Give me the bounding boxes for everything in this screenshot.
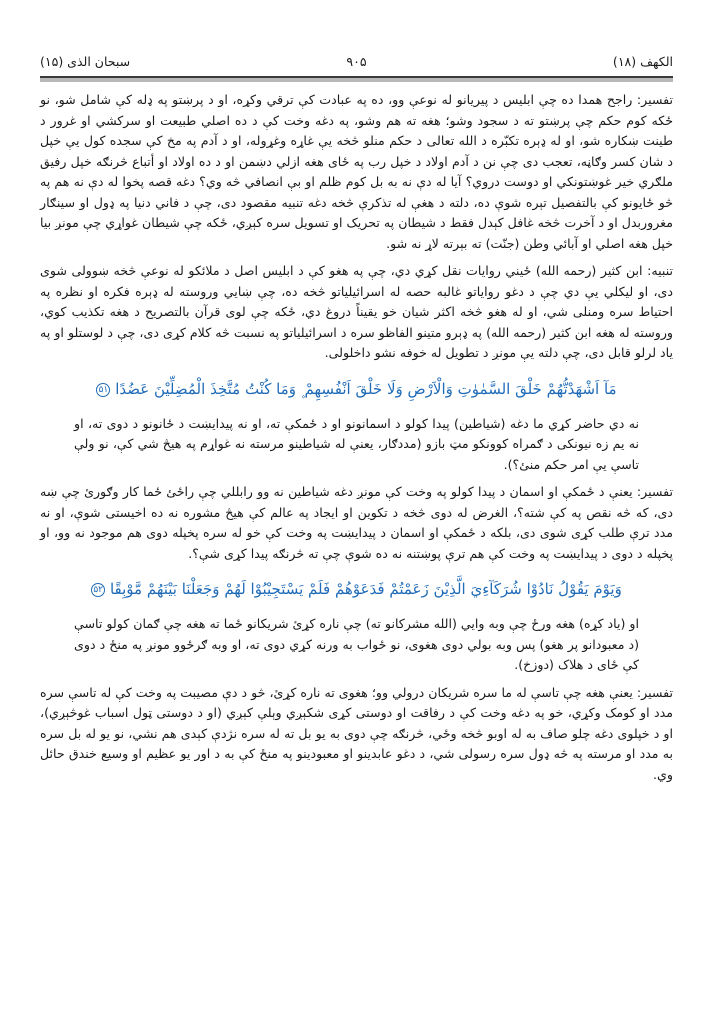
- ayah-number-marker: ۵۱: [96, 383, 110, 397]
- tanbih-label: تنبیه:: [647, 263, 673, 278]
- ayah-text: مَآ اَشْهَدْتُّهُمْ خَلْقَ السَّمٰوٰتِ وَالْاَرْضِ وَلَا خَلْقَ اَنْفُسِهِمْ ۪ وَمَا كُنْتُ مُتَّخِذَ الْمُضِلِّيْنَ عَضُدًا: [115, 379, 617, 398]
- ayah-number-marker: ۵۲: [91, 583, 105, 597]
- tafsir-label: تفسیر:: [636, 684, 673, 700]
- header-divider: [40, 76, 673, 82]
- header-juz: سبحان الذی (۱۵): [40, 54, 131, 69]
- header-surah: الکهف (۱۸): [612, 54, 673, 69]
- ayah-51: [40, 376, 673, 402]
- tafsir-label: تفسیر:: [636, 92, 673, 107]
- tanbih-paragraph: [40, 261, 673, 364]
- page-header: [40, 52, 673, 74]
- tafsir-text: راجح همدا ده چې ابلیس د پیریانو له نوعې وو، ده په عبادت کې ترقي وکړه، او د پرښتو په ډله کې شامل شو، نو ځکه کوم حکم چې پرښتو ته د سجود وشو؛ هغه ته هم وشو، په دغه وخت کې د ده اصلي طبیعت او سرکشي او غرور د طینت ښکاره شو، او له ډېره تکبّره د الله تعالی د حکم منلو څخه یې غاړه وغړوله، او د آدم په مخ کې سجده کول یې خپل د شان کسر وګاڼه، تعجب دی چې نن د آدم اولاد د خپل رب په ځای هغه ازلي دښمن او د ده اولاد او أتباع څرنګه خپل رفیق ملګري خیر غوښتونکي او دوست دروي؟ آیا له دې نه به بل کوم ظلم او بې انصافي څه وي؟ دغه قصه پخوا له دې نه هم په څو ځایونو کې بالتفصیل تېره شوې ده، دلته د هغې له تذکرې څخه دغه تنبیه مقصود دی، چې د فاني دنیا په ډول او سینګار مغروربدل او د آخرت څخه غافل کېدل فقط د شیطان په تحریک او تسویل سره کېږي، ځکه چې شیطان غواړي چې مونږ بیا خپل هغه اصلي او آبائي وطن (جنّت) ته بېرته لاړ نه شو.: [40, 92, 673, 251]
- tanbih-text: ابن کثیر (رحمه الله) ځیني روایات نقل کړي دي، چې په هغو کې د ابلیس اصل د ملائکو له نوعې څخه ښوولی شوی دی، او لیکلي یې دي چې د دغو روایاتو غالبه حصه له اسرائیلیاتو څخه ده، چې ښایي وروسته له ډېره فکره او نظره په احتیاط سره ومنلی شي، او له هغو څخه اکثر شیان خو یقیناً دروغ دي، ځکه چې لوی قرآن بالتصریح د هغه تکذیب کوي، وروسته له هغه ابن کثیر (رحمه الله) په ډېرو متینو الفاظو سره د اسرائیلیاتو په نسبت څه کلام کړی دی، چې د لوستلو او په یاد لرلو قابل دی، چې دلته یې مونږ د تطویل له خوفه نشو داخلولی.: [40, 263, 673, 360]
- tafsir-text: یعنې د ځمکې او اسمان د پیدا کولو په وخت کې مونږ دغه شیاطین نه وو رابللي چې راځئ ځما کار وګورئ چې ښه دی، که څه نقص په کې شته؟، الغرض له دوی څخه د تکوین او ایجاد په عالم کې هیڅ مشوره نه ده اخیستی شوې، او نه مدد ترې طلب کړی شوی دی، بلکه د ځمکې او اسمان د پیدایښت په وخت کې خو له سره پخپله دوی هم موجود نه وو، او پخپله د دوی د پیدایښت په وخت کې هم ترې پوښتنه نه ده شوې چې ته څرنګه پیدا کړی شې؟.: [40, 484, 673, 561]
- tafsir-paragraph-3: [40, 683, 673, 786]
- ayah-52: [40, 576, 673, 602]
- translation-52: او (یاد کړه) هغه ورځ چې وبه وایي (الله مشرکانو ته) چې ناره کړئ شریکانو ځما ته هغه چې ګمان کولو تاسې (د معبودانو پر هغو) پس وبه بولي دوی هغوی، نو ځواب به ورنه کړي دوی ته، او وبه ګرځوو مونږ په منځ د دوی کې ځای د هلاک (دوزخ).: [74, 616, 639, 672]
- tafsir-paragraph-2: [40, 482, 673, 564]
- page-content: [40, 90, 673, 792]
- ayah-text: وَيَوْمَ يَقُوْلُ نَادُوْا شُرَكَآءِيَ الَّذِيْنَ زَعَمْتُمْ فَدَعَوْهُمْ فَلَمْ يَسْتَجِيْبُوْا لَهُمْ وَجَعَلْنَا بَيْنَهُمْ مَّوْبِقًا: [109, 580, 622, 598]
- tafsir-label: تفسیر:: [636, 484, 673, 499]
- translation-51: نه دي حاضر کړي ما دغه (شیاطین) پیدا کولو د اسمانونو او د ځمکې ته، او نه پیدایښت د ځانونو د دوی ته، او نه یم زه نیونکی د ګمراه کوونکو مټ بازو (مددګار، یعنې له شیاطینو مرسته نه غواړم په هیڅ شي کې، نو ولې تاسې یې امر حکم منئ؟).: [74, 415, 639, 472]
- tafsir-paragraph-1: [40, 90, 673, 254]
- tafsir-text: یعنې هغه چې تاسې له ما سره شریکان درولي وو؛ هغوی ته ناره کړئ، څو د دې مصیبت په وخت کې له تاسې سره مدد او کومک وکړي، خو په دغه وخت کې د رفاقت او دوستی کړی شکېږي وېلې کېږي (او د دوستی ټول اسباب غوڅېږي)، او د خپلوی دغه چلو صاف به له اوبو څخه وځي، څرنګه چې دوی به یو بل ته له سره نژدې کېدی هم نشي، نو یو له بل سره به مدد او مرسته په څه ډول سره رسولی شي، د دغو عابدینو او معبودینو په منځ کې به د اور یو عظیم او وسیع خندق حائل وي.: [40, 684, 673, 782]
- page: [40, 0, 673, 1024]
- page-number: ۹۰۵: [346, 54, 367, 69]
